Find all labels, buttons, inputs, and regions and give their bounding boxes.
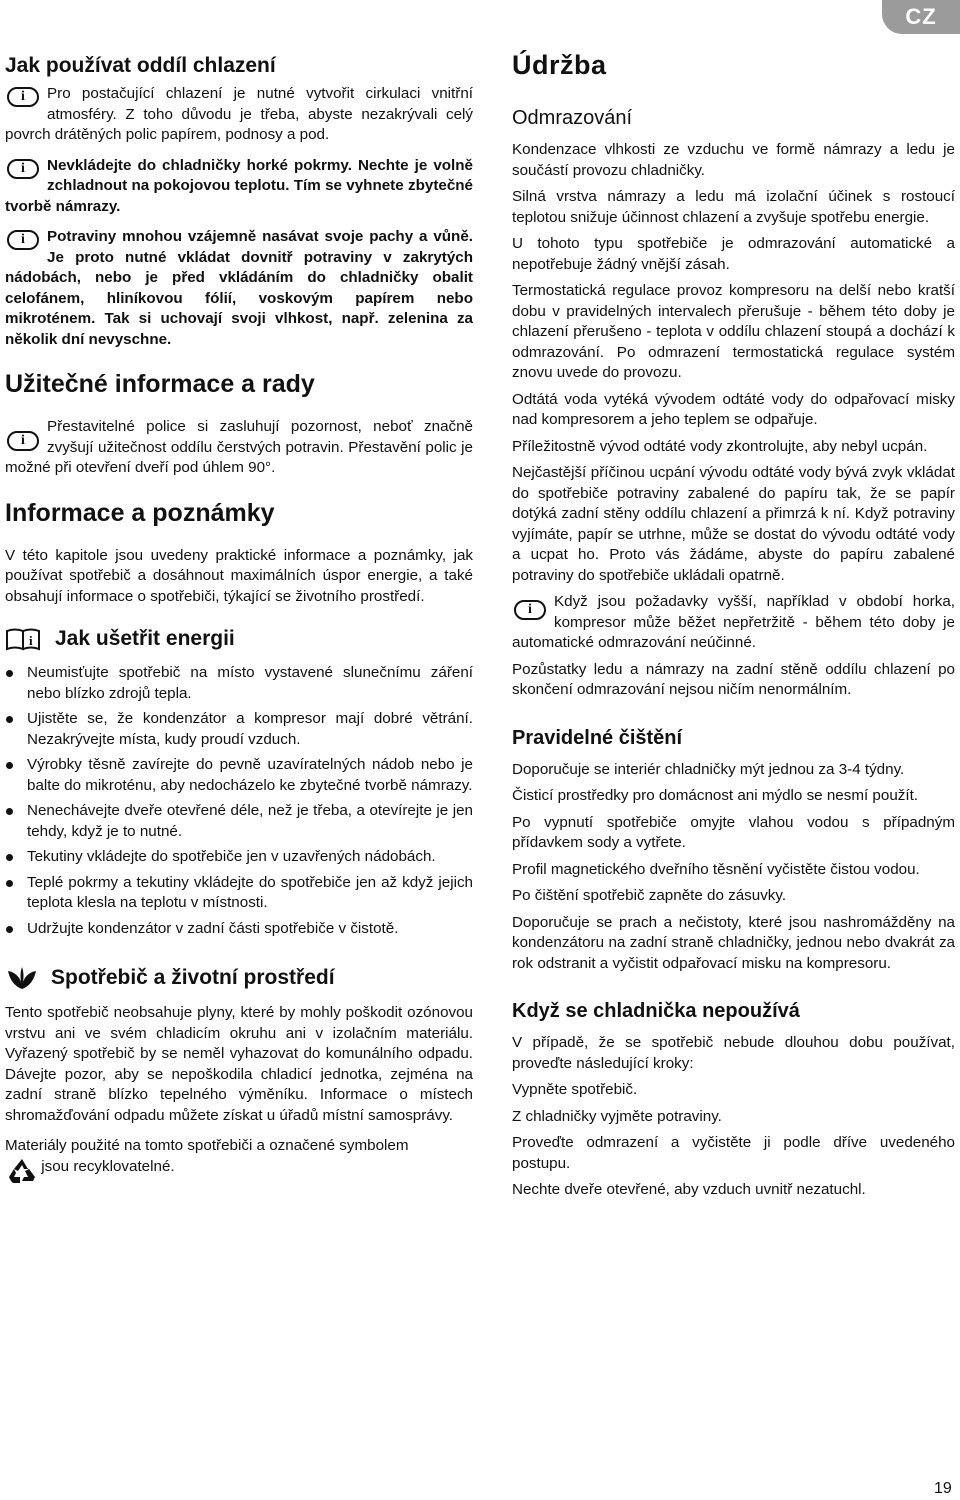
info-section-title: Informace a poznámky	[5, 498, 275, 527]
unused-paragraph: Proveďte odmrazení a vyčistěte ji podle dříve uvedeného postupu.	[512, 1134, 955, 1172]
info-note	[512, 592, 955, 654]
info-note	[5, 227, 473, 350]
info-icon: i	[7, 87, 39, 107]
tips-section-title: Užitečné informace a rady	[5, 370, 315, 398]
info-note-text: Pro postačující chlazení je nutné vytvořit cirkulaci vnitřní atmosféry. Z toho důvodu je třeba, abyste nezakrývali celý povrch drátěných polic papírem, podnosy a pod.	[5, 85, 473, 143]
defrost-paragraph: Silná vrstva námrazy a ledu má izolační účinek s rostoucí teplotou snižuje účinnost chlazení a zvyšuje spotřebu energie.	[512, 188, 955, 226]
recycle-paragraph-line2	[5, 1157, 473, 1185]
cleaning-title: Pravidelné čištění	[512, 726, 683, 749]
defrost-paragraph: Kondenzace vlhkosti ze vzduchu ve formě námrazy a ledu je součástí provozu chladničky.	[512, 141, 955, 179]
info-paragraph: V této kapitole jsou uvedeny praktické informace a poznámky, jak používat spotřebič a dosáhnout maximálních úspor energie, a také obsahují informace o spotřebiči, týkající se životního prostředí.	[5, 546, 473, 605]
info-note-text: Nevkládejte do chladničky horké pokrmy. Nechte je volně zchladnout na pokojovou teplotu. Tím se vyhnete zbytečné tvorbě námrazy.	[5, 156, 473, 215]
energy-title-text: Jak ušetřit energii	[55, 627, 235, 650]
leaf-icon	[5, 965, 39, 991]
svg-text:i: i	[29, 633, 33, 648]
unused-paragraph: Z chladničky vyjměte potraviny.	[512, 1107, 722, 1125]
environment-paragraph: Tento spotřebič neobsahuje plyny, které by mohly poškodit ozónovou vrstvu ani ve svém chladicím okruhu ani v izolačním materiálu. Vyřazený spotřebič by se neměl vyhazovat do komunálního odpadu. Dávejte pozor, aby se nepoškodila chladicí jednotka, zejména na zadní straně blízko tepelného výměníku. Informace o místech shromažďování odpadu můžete získat u úřadů místní samosprávy.	[5, 1004, 473, 1124]
defrost-paragraph: Příležitostně vývod odtáté vody zkontrolujte, aby nebyl ucpán.	[512, 437, 928, 455]
language-badge: CZ	[882, 0, 960, 34]
left-column	[5, 46, 473, 1189]
environment-title-text: Spotřebič a životní prostředí	[51, 966, 335, 989]
book-info-icon	[5, 627, 43, 651]
cleaning-paragraph: Čisticí prostředky pro domácnost ani mýdlo se nesmí použít.	[512, 787, 919, 804]
info-icon: i	[7, 159, 39, 179]
list-item: Nenechávejte dveře otevřené déle, než je třeba, a otevírejte je jen tehdy, když je to nutné.	[5, 801, 473, 842]
unused-paragraph: Vypněte spotřebič.	[512, 1081, 638, 1098]
defrost-paragraph: Nejčastější příčinou ucpání vývodu odtáté vody bývá zvyk vkládat do spotřebiče potraviny zabalené do papíru tak, že se papír dotýká zadní stěny oddílu chlazení a přimrzá k ní. Když potraviny vyjímáte, papír se utrhne, může se dostat do vývodu odtáté vody a ucpat ho. Proto vás žádáme, abyste do papíru zabalené potraviny do spotřebiče ukládali opatrně.	[512, 464, 955, 584]
info-note	[5, 84, 473, 146]
cooling-section-title: Jak používat oddíl chlazení	[5, 54, 276, 77]
list-item: Tekutiny vkládejte do spotřebiče jen v uzavřených nádobách.	[5, 847, 473, 868]
info-icon: i	[514, 600, 546, 620]
unused-title: Když se chladnička nepoužívá	[512, 1000, 800, 1022]
page-number: 19	[934, 1480, 952, 1497]
cleaning-paragraph: Po čištění spotřebič zapněte do zásuvky.	[512, 887, 787, 904]
list-item: Udržujte kondenzátor v zadní části spotřebiče v čistotě.	[5, 919, 473, 940]
unused-paragraph: V případě, že se spotřebič nebude dlouhou dobu používat, proveďte následující kroky:	[512, 1034, 955, 1072]
info-note-text: Potraviny mnohou vzájemně nasávat svoje pachy a vůně. Je proto nutné vkládat dovnitř potraviny v zakrytých nádobách, nebo je před vkládáním do chladničky obalit celofánem, hliníkovou fólií, voskovým papírem nebo mikroténem. Tak si uchovají svoji vlhkost, např. zelenina za několik dní nevyschne.	[5, 228, 473, 348]
cleaning-paragraph: Po vypnutí spotřebiče omyjte vlahou vodou s případným přídavkem sody a vytřete.	[512, 813, 955, 851]
energy-section-title	[5, 627, 473, 651]
info-note	[5, 417, 473, 479]
right-column	[512, 46, 955, 1207]
cleaning-paragraph: Doporučuje se interiér chladničky mýt jednou za 3-4 týdny.	[512, 760, 905, 778]
defrost-paragraph: Odtátá voda vytéká vývodem odtáté vody do odpařovací misky nad kompresorem a jeho teplem se odpařuje.	[512, 390, 955, 428]
cleaning-paragraph: Profil magnetického dveřního těsnění vyčistěte čistou vodou.	[512, 860, 920, 878]
defrost-paragraph: Termostatická regulace provoz kompresoru na delší nebo kratší dobu v pravidelných intervalech přerušuje - během této doby je chlazení přerušeno - teplota v oddílu chlazení stoupá a dochází k odmrazování. Po odmrazení termostatická regulace systém znovu uvede do provozu.	[512, 282, 955, 381]
unused-paragraph: Nechte dveře otevřené, aby vzduch uvnitř nezatuchl.	[512, 1181, 866, 1198]
info-note-text: Když jsou požadavky vyšší, například v období horka, kompresor může běžet nepřetržitě - během této doby je automatické odmrazování neúčinné.	[512, 593, 955, 651]
recycle-icon	[7, 1157, 37, 1185]
list-item: Teplé pokrmy a tekutiny vkládejte do spotřebiče jen až když jejich teplota klesla na teplotu v místnosti.	[5, 873, 473, 914]
info-icon: i	[7, 431, 39, 451]
defrost-paragraph: Pozůstatky ledu a námrazy na zadní stěně oddílu chlazení po skončení odmrazování nejsou ničím nenormálním.	[512, 660, 955, 698]
list-item: Neumisťujte spotřebič na místo vystavené slunečnímu záření nebo blízko zdrojů tepla.	[5, 663, 473, 704]
info-note	[5, 156, 473, 218]
info-icon: i	[7, 230, 39, 250]
recycle-text: jsou recyklovatelné.	[41, 1157, 175, 1175]
list-item: Ujistěte se, že kondenzátor a kompresor mají dobré větrání. Nezakrývejte místa, kudy proudí vzduch.	[5, 709, 473, 750]
defrost-paragraph: U tohoto typu spotřebiče je odmrazování automatické a nepotřebuje žádný vnější zásah.	[512, 235, 955, 273]
environment-section-title	[5, 965, 473, 991]
energy-tips-list	[5, 663, 473, 939]
defrost-title: Odmrazování	[512, 107, 633, 129]
recycle-paragraph: Materiály použité na tomto spotřebiči a označené symbolem	[5, 1137, 409, 1154]
list-item: Výrobky těsně zavírejte do pevně uzavíratelných nádob nebo je balte do mikroténu, aby nedocházelo ke zbytečné tvorbě námrazy.	[5, 755, 473, 796]
maintenance-title: Údržba	[512, 50, 607, 80]
info-note-text: Přestavitelné police si zasluhují pozornost, neboť značně zvyšují užitečnost oddílu čerstvých potravin. Přestavění polic je možné při otevření dveří pod úhlem 90°.	[5, 418, 473, 476]
cleaning-paragraph: Doporučuje se prach a nečistoty, které jsou nashromážděny na kondenzátoru na zadní straně chladničky, jednou nebo dvakrát za rok odstranit a vyčistit odpařovací misku na kompresoru.	[512, 913, 955, 972]
